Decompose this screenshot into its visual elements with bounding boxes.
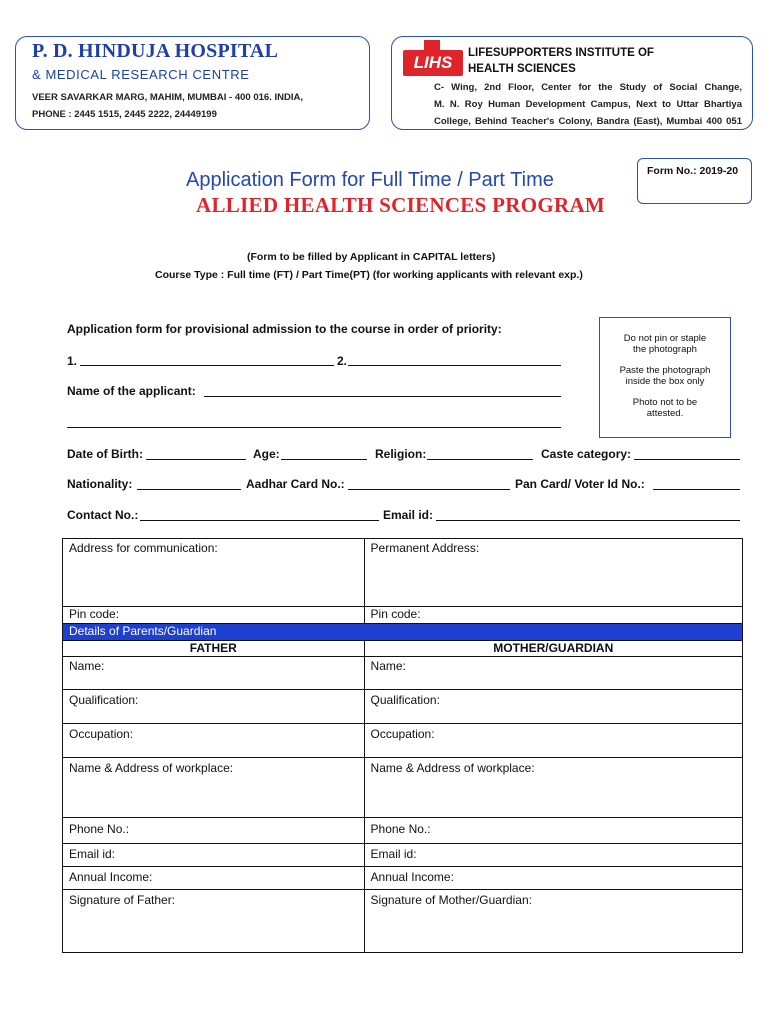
- caste-label: Caste category:: [541, 447, 632, 461]
- photo-note-1: [600, 333, 730, 355]
- institute-address-line2: M. N. Roy Human Development Campus, Next to Uttar Bhartiya: [434, 99, 742, 110]
- permanent-address-cell[interactable]: [364, 539, 742, 607]
- mother-qualification-cell[interactable]: [364, 690, 742, 724]
- father-income-label: Annual Income:: [69, 870, 153, 884]
- institute-name-line2: HEALTH SCIENCES: [468, 63, 576, 75]
- photo-note-line: Paste the photograph: [619, 365, 711, 376]
- hospital-header: [15, 36, 370, 130]
- dob-label: Date of Birth:: [67, 447, 143, 461]
- photo-note-line: Photo not to be: [632, 397, 698, 408]
- photo-note-line: the photograph: [633, 344, 697, 355]
- mother-email-cell[interactable]: [364, 844, 742, 867]
- mother-qualification-label: Qualification:: [370, 693, 440, 707]
- photo-note-line: attested.: [646, 408, 684, 419]
- hospital-phone: PHONE : 2445 1515, 2445 2222, 24449199: [32, 109, 217, 120]
- program-title: ALLIED HEALTH SCIENCES PROGRAM: [196, 193, 606, 217]
- hospital-name: P. D. HINDUJA HOSPITAL: [32, 40, 279, 62]
- nationality-field[interactable]: [137, 489, 241, 490]
- father-signature-label: Signature of Father:: [69, 893, 176, 907]
- priority-2-label: 2.: [337, 354, 348, 368]
- priority-1-label: 1.: [67, 354, 78, 368]
- father-email-label: Email id:: [69, 847, 116, 861]
- mother-phone-label: Phone No.:: [370, 822, 431, 836]
- form-title: Application Form for Full Time / Part Time: [186, 169, 554, 191]
- address-communication-label: Address for communication:: [69, 541, 218, 555]
- father-workplace-cell[interactable]: [63, 758, 365, 818]
- permanent-address-label: Permanent Address:: [370, 541, 480, 555]
- institute-address-line1: C- Wing, 2nd Floor, Center for the Study of Social Change,: [434, 82, 742, 93]
- mother-column-header: MOTHER/GUARDIAN: [364, 641, 742, 657]
- details-table: [62, 538, 743, 953]
- father-workplace-label: Name & Address of workplace:: [69, 761, 234, 775]
- nationality-label: Nationality:: [67, 477, 133, 491]
- age-field[interactable]: [281, 459, 367, 460]
- institute-address-line3: College, Behind Teacher's Colony, Bandra (East), Mumbai 400 051: [434, 116, 742, 127]
- priority-label: Application form for provisional admission to the course in order of priority:: [67, 322, 502, 336]
- applicant-name-label: Name of the applicant:: [67, 384, 196, 398]
- hospital-address: VEER SAVARKAR MARG, MAHIM, MUMBAI - 400 016. INDIA,: [32, 92, 303, 103]
- institute-name: [468, 45, 654, 77]
- mother-name-cell[interactable]: [364, 657, 742, 690]
- mother-occupation-cell[interactable]: [364, 724, 742, 758]
- capital-letters-note: (Form to be filled by Applicant in CAPITAL letters): [247, 251, 496, 263]
- father-qualification-cell[interactable]: [63, 690, 365, 724]
- father-occupation-cell[interactable]: [63, 724, 365, 758]
- contact-field[interactable]: [140, 520, 379, 521]
- religion-label: Religion:: [375, 447, 427, 461]
- mother-workplace-label: Name & Address of workplace:: [370, 761, 535, 775]
- applicant-name-field[interactable]: [204, 396, 561, 397]
- pin-code-left-label: Pin code:: [69, 607, 120, 621]
- caste-field[interactable]: [634, 459, 740, 460]
- institute-address: [434, 79, 742, 130]
- father-phone-cell[interactable]: [63, 818, 365, 844]
- contact-label: Contact No.:: [67, 508, 139, 522]
- form-number: Form No.: 2019-20: [647, 165, 739, 177]
- father-signature-cell[interactable]: [63, 890, 365, 953]
- institute-name-line1: LIFESUPPORTERS INSTITUTE OF: [468, 47, 654, 59]
- pan-label: Pan Card/ Voter Id No.:: [515, 477, 645, 491]
- father-income-cell[interactable]: [63, 867, 365, 890]
- mother-phone-cell[interactable]: [364, 818, 742, 844]
- photo-box[interactable]: [599, 317, 731, 438]
- father-name-cell[interactable]: [63, 657, 365, 690]
- dob-field[interactable]: [146, 459, 246, 460]
- priority-1-field[interactable]: [80, 365, 334, 366]
- photo-note-line: inside the box only: [625, 376, 705, 387]
- mother-income-cell[interactable]: [364, 867, 742, 890]
- mother-name-label: Name:: [370, 659, 406, 673]
- aadhar-field[interactable]: [348, 489, 510, 490]
- form-number-box: [637, 158, 752, 204]
- photo-note-2: [600, 365, 730, 387]
- pin-code-right-cell[interactable]: [364, 607, 742, 624]
- email-label: Email id:: [383, 508, 434, 522]
- aadhar-label: Aadhar Card No.:: [246, 477, 345, 491]
- photo-note-line: Do not pin or staple: [623, 333, 707, 344]
- mother-signature-cell[interactable]: [364, 890, 742, 953]
- father-name-label: Name:: [69, 659, 105, 673]
- parents-section-header: Details of Parents/Guardian: [63, 624, 743, 641]
- hospital-subtitle: & MEDICAL RESEARCH CENTRE: [32, 67, 250, 82]
- father-occupation-label: Occupation:: [69, 727, 134, 741]
- pan-field[interactable]: [653, 489, 740, 490]
- pin-code-right-label: Pin code:: [370, 607, 421, 621]
- religion-field[interactable]: [427, 459, 533, 460]
- mother-occupation-label: Occupation:: [370, 727, 435, 741]
- father-qualification-label: Qualification:: [69, 693, 139, 707]
- priority-2-field[interactable]: [348, 365, 561, 366]
- father-column-header: FATHER: [63, 641, 365, 657]
- mother-signature-label: Signature of Mother/Guardian:: [370, 893, 532, 907]
- email-field[interactable]: [436, 520, 740, 521]
- mother-income-label: Annual Income:: [370, 870, 454, 884]
- course-type-note: Course Type : Full time (FT) / Part Time(PT) (for working applicants with relevant exp.): [155, 269, 583, 281]
- mother-email-label: Email id:: [370, 847, 417, 861]
- mother-workplace-cell[interactable]: [364, 758, 742, 818]
- father-phone-label: Phone No.:: [69, 822, 130, 836]
- father-email-cell[interactable]: [63, 844, 365, 867]
- institute-header: [391, 36, 753, 130]
- address-communication-cell[interactable]: [63, 539, 365, 607]
- photo-note-3: [600, 397, 730, 419]
- lihs-logo: LIHS: [403, 50, 463, 76]
- pin-code-left-cell[interactable]: [63, 607, 365, 624]
- age-label: Age:: [253, 447, 280, 461]
- applicant-name-field-2[interactable]: [67, 427, 561, 428]
